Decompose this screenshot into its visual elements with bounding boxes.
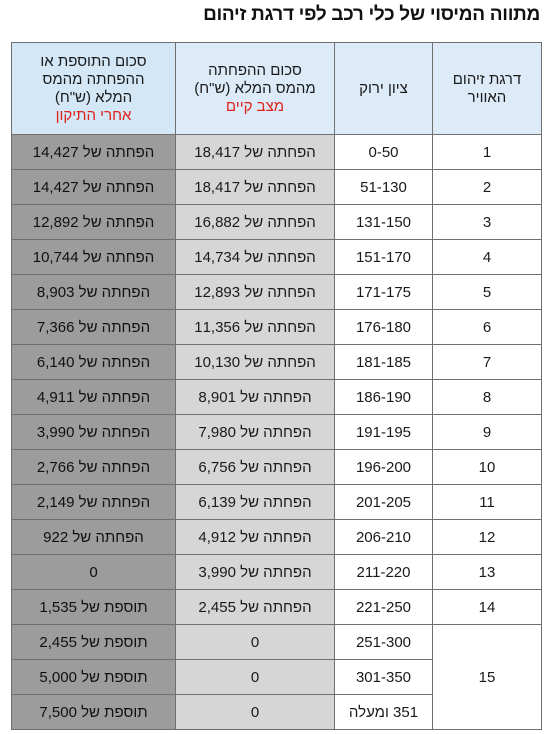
cell-after: תוספת של 2,455 — [12, 625, 176, 660]
header-after-note: אחרי התיקון — [55, 106, 132, 124]
cell-range: 191-195 — [335, 415, 433, 450]
header-pollution-level: דרגת זיהום האוויר — [433, 43, 542, 135]
cell-current: הפחתה של 6,756 — [176, 450, 335, 485]
table-body — [12, 135, 542, 730]
table-row — [12, 240, 542, 275]
cell-range: 131-150 — [335, 205, 433, 240]
cell-after: הפחתה של 922 — [12, 520, 176, 555]
cell-level: 4 — [433, 240, 542, 275]
table-row — [12, 205, 542, 240]
tax-table — [11, 42, 542, 730]
table-header — [12, 43, 542, 135]
cell-current: הפחתה של 7,980 — [176, 415, 335, 450]
table-row — [12, 170, 542, 205]
header-after-amendment: סכום התוספת או ההפחתה מהמס המלא (ש"ח) אחרי התיקון — [12, 43, 176, 135]
table-row — [12, 485, 542, 520]
cell-level: 11 — [433, 485, 542, 520]
cell-after: הפחתה של 6,140 — [12, 345, 176, 380]
cell-after: 0 — [12, 555, 176, 590]
cell-current: 0 — [176, 660, 335, 695]
table-row — [12, 415, 542, 450]
table-row — [12, 625, 542, 660]
cell-current: הפחתה של 11,356 — [176, 310, 335, 345]
cell-after: הפחתה של 14,427 — [12, 170, 176, 205]
cell-current: 0 — [176, 695, 335, 730]
cell-after: הפחתה של 3,990 — [12, 415, 176, 450]
cell-range: 181-185 — [335, 345, 433, 380]
cell-after: הפחתה של 2,766 — [12, 450, 176, 485]
cell-current: הפחתה של 18,417 — [176, 170, 335, 205]
cell-range: 176-180 — [335, 310, 433, 345]
cell-current: הפחתה של 18,417 — [176, 135, 335, 170]
cell-level: 2 — [433, 170, 542, 205]
cell-current: הפחתה של 12,893 — [176, 275, 335, 310]
cell-after: הפחתה של 4,911 — [12, 380, 176, 415]
cell-range: 206-210 — [335, 520, 433, 555]
cell-after: תוספת של 1,535 — [12, 590, 176, 625]
table-row — [12, 590, 542, 625]
cell-current: הפחתה של 10,130 — [176, 345, 335, 380]
cell-level: 10 — [433, 450, 542, 485]
table-row — [12, 310, 542, 345]
table-row — [12, 135, 542, 170]
table-row — [12, 345, 542, 380]
cell-level: 3 — [433, 205, 542, 240]
cell-current: הפחתה של 3,990 — [176, 555, 335, 590]
table-row — [12, 380, 542, 415]
cell-level: 13 — [433, 555, 542, 590]
cell-current: הפחתה של 4,912 — [176, 520, 335, 555]
cell-range: 211-220 — [335, 555, 433, 590]
cell-level: 15 — [433, 625, 542, 730]
cell-level: 8 — [433, 380, 542, 415]
cell-level: 5 — [433, 275, 542, 310]
cell-after: הפחתה של 10,744 — [12, 240, 176, 275]
cell-after: תוספת של 7,500 — [12, 695, 176, 730]
cell-current: הפחתה של 8,901 — [176, 380, 335, 415]
cell-current: הפחתה של 6,139 — [176, 485, 335, 520]
header-current-note: מצב קיים — [225, 97, 285, 115]
cell-level: 12 — [433, 520, 542, 555]
cell-range: 221-250 — [335, 590, 433, 625]
cell-level: 1 — [433, 135, 542, 170]
cell-current: 0 — [176, 625, 335, 660]
cell-after: הפחתה של 8,903 — [12, 275, 176, 310]
cell-level: 7 — [433, 345, 542, 380]
table-row — [12, 520, 542, 555]
cell-current: הפחתה של 14,734 — [176, 240, 335, 275]
cell-range: 196-200 — [335, 450, 433, 485]
cell-range: 171-175 — [335, 275, 433, 310]
cell-current: הפחתה של 16,882 — [176, 205, 335, 240]
cell-after: הפחתה של 14,427 — [12, 135, 176, 170]
page-title: מתווה המיסוי של כלי רכב לפי דרגת זיהום — [203, 4, 540, 25]
cell-range: 201-205 — [335, 485, 433, 520]
cell-level: 14 — [433, 590, 542, 625]
cell-range: 301-350 — [335, 660, 433, 695]
cell-after: הפחתה של 12,892 — [12, 205, 176, 240]
cell-current: הפחתה של 2,455 — [176, 590, 335, 625]
table-row — [12, 450, 542, 485]
cell-after: הפחתה של 2,149 — [12, 485, 176, 520]
cell-range: 186-190 — [335, 380, 433, 415]
cell-range: 151-170 — [335, 240, 433, 275]
header-green-score: ציון ירוק — [335, 43, 433, 135]
header-current-reduction: סכום ההפחתה מהמס המלא (ש"ח) מצב קיים — [176, 43, 335, 135]
cell-level: 9 — [433, 415, 542, 450]
cell-level: 6 — [433, 310, 542, 345]
cell-range: 0-50 — [335, 135, 433, 170]
cell-after: הפחתה של 7,366 — [12, 310, 176, 345]
table-row — [12, 275, 542, 310]
cell-range: 51-130 — [335, 170, 433, 205]
cell-after: תוספת של 5,000 — [12, 660, 176, 695]
table-row — [12, 555, 542, 590]
cell-range: 351 ומעלה — [335, 695, 433, 730]
cell-range: 251-300 — [335, 625, 433, 660]
